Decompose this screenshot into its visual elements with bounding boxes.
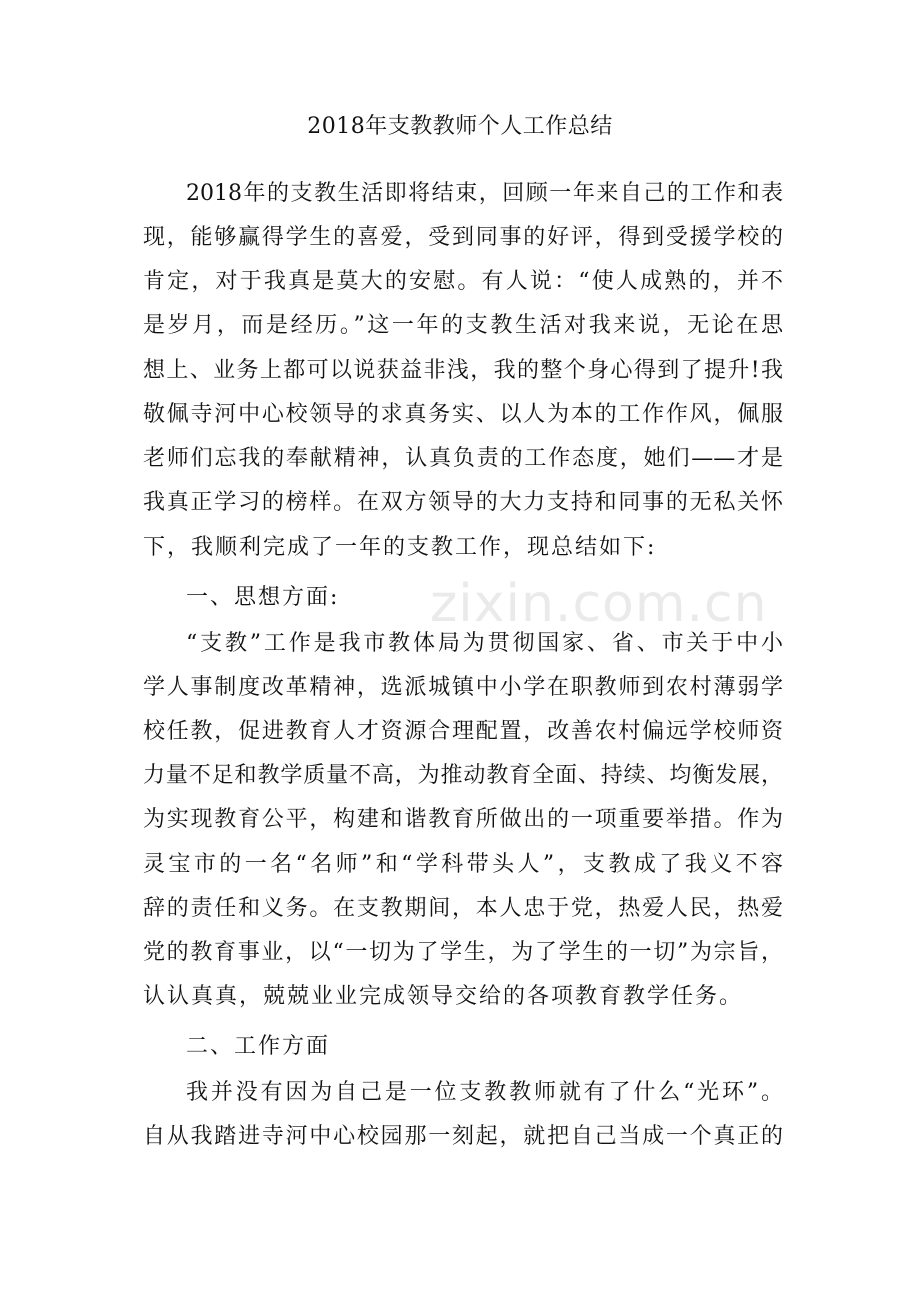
body-line-18: 认认真真，兢兢业业完成领导交给的各项教育教学任务。 (143, 984, 744, 1009)
body-line-19: 我并没有因为自己是一位支教教师就有了什么“光环”。 (186, 1080, 783, 1105)
section-heading-1: 一、思想方面: (186, 585, 340, 610)
body-line-8: 我真正学习的榜样。在双方领导的大力支持和同事的无私关怀 (143, 490, 783, 515)
watermark-text: zixin.com.cn (430, 574, 768, 634)
section-heading-2: 二、工作方面 (186, 1034, 331, 1059)
body-line-15: 灵宝市的一名“名师”和“学科带头人”，支教成了我义不容 (143, 852, 783, 877)
document-title: 2018年支教教师个人工作总结 (307, 114, 613, 139)
body-line-9: 下，我顺利完成了一年的支教工作，现总结如下: (143, 535, 657, 560)
body-line-5: 想上、业务上都可以说获益非浅，我的整个身心得到了提升!我 (143, 358, 783, 383)
body-line-16: 辞的责任和义务。在支教期间，本人忠于党，热爱人民，热爱 (143, 896, 783, 921)
body-line-6: 敬佩寺河中心校领导的求真务实、以人为本的工作作风，佩服 (143, 402, 783, 427)
body-line-4: 是岁月，而是经历。”这一年的支教生活对我来说，无论在思 (143, 313, 783, 338)
body-line-20: 自从我踏进寺河中心校园那一刻起，就把自己当成一个真正的 (143, 1124, 783, 1149)
body-line-11: 学人事制度改革精神，选派城镇中小学在职教师到农村薄弱学 (143, 675, 783, 700)
body-line-13: 力量不足和教学质量不高，为推动教育全面、持续、均衡发展， (143, 763, 783, 788)
body-line-3: 肯定，对于我真是莫大的安慰。有人说：“使人成熟的，并不 (143, 269, 783, 294)
body-line-7: 老师们忘我的奉献精神，认真负责的工作态度，她们——才是 (143, 446, 783, 471)
body-line-17: 党的教育事业，以“一切为了学生，为了学生的一切”为宗旨， (143, 940, 783, 965)
body-line-1: 2018年的支教生活即将结束，回顾一年来自己的工作和表 (186, 181, 783, 206)
body-line-12: 校任教，促进教育人才资源合理配置，改善农村偏远学校师资 (143, 719, 783, 744)
body-line-2: 现，能够赢得学生的喜爱，受到同事的好评，得到受援学校的 (143, 225, 783, 250)
body-line-14: 为实现教育公平，构建和谐教育所做出的一项重要举措。作为 (143, 807, 783, 832)
body-line-10: “支教”工作是我市教体局为贯彻国家、省、市关于中小 (186, 631, 783, 656)
